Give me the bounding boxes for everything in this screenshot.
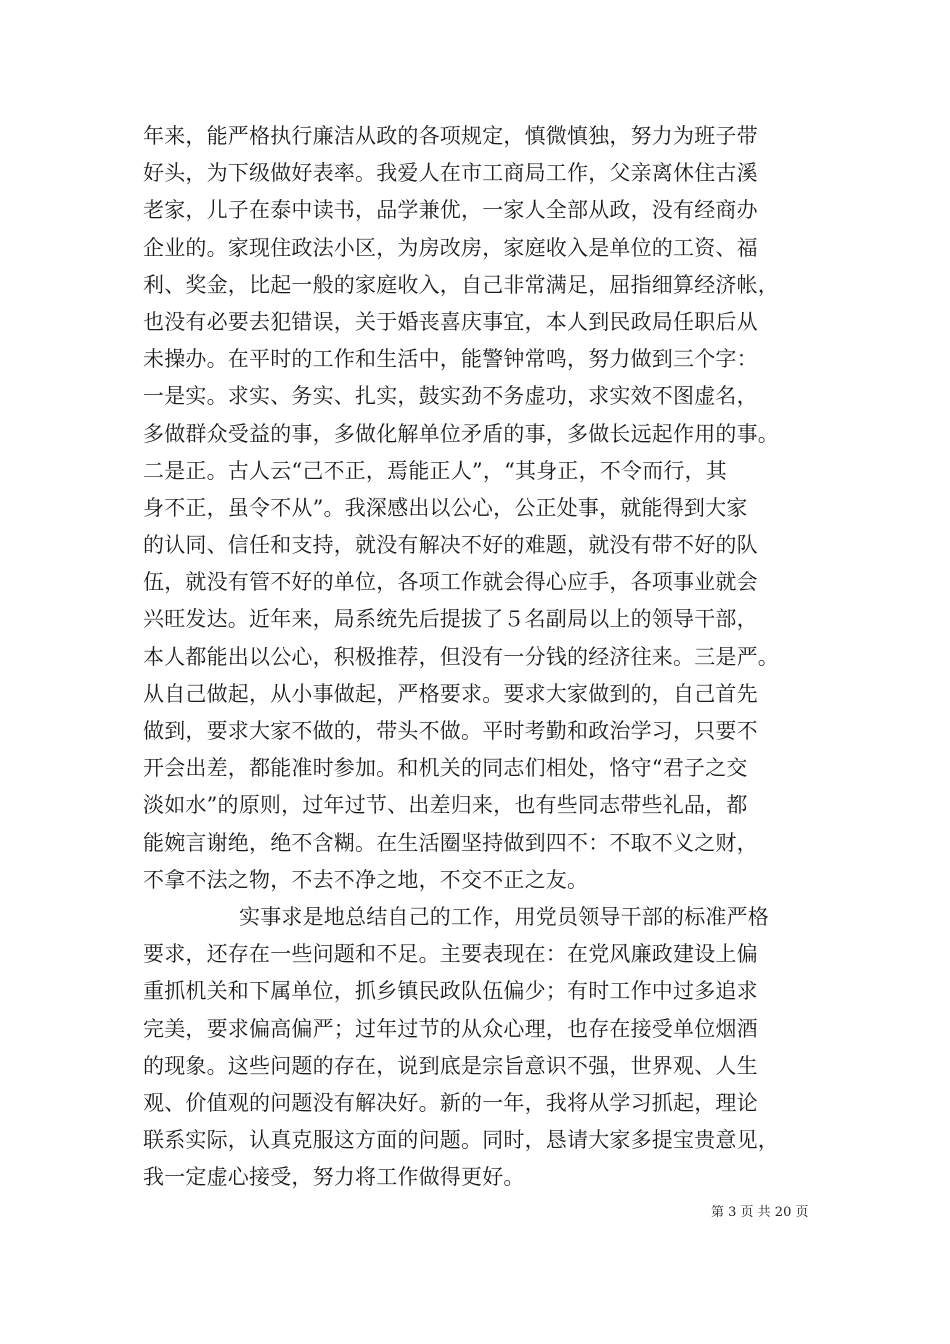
page-number-footer: 第 3 页 共 20 页 <box>711 1205 809 1220</box>
paragraph-start-line: 实事求是地总结自己的工作，用党员领导干部的标准严格 <box>239 904 769 929</box>
text-line: 要求，还存在一些问题和不足。主要表现在：在党风廉政建设上偏 <box>143 942 758 967</box>
text-line: 不拿不法之物，不去不净之地，不交不正之友。 <box>143 867 589 892</box>
text-line: 能婉言谢绝，绝不含糊。在生活圈坚持做到四不：不取不义之财， <box>143 830 758 855</box>
text-line: 老家，儿子在泰中读书，品学兼优，一家人全部从政，没有经商办 <box>143 198 758 223</box>
text-line: 也没有必要去犯错误，关于婚丧喜庆事宜，本人到民政局任职后从 <box>143 309 758 334</box>
text-line: 开会出差，都能准时参加。和机关的同志们相处，恪守“君子之交 <box>143 756 748 781</box>
body-text <box>143 118 823 1196</box>
text-line: 身不正，虽令不从”。我深感出以公心，公正处事，就能得到大家 <box>143 495 748 520</box>
text-line: 完美，要求偏高偏严；过年过节的从众心理，也存在接受单位烟酒 <box>143 1016 758 1041</box>
text-line: 从自己做起，从小事做起，严格要求。要求大家做到的，自己首先 <box>143 681 758 706</box>
text-line: 观、价值观的问题没有解决好。新的一年，我将从学习抓起，理论 <box>143 1090 758 1115</box>
text-line: 一是实。求实、务实、扎实，鼓实劲不务虚功，求实效不图虚名， <box>143 384 758 409</box>
text-line: 好头，为下级做好表率。我爱人在市工商局工作，父亲离休住古溪 <box>143 161 758 186</box>
text-line: 利、奖金，比起一般的家庭收入，自己非常满足，屈指细算经济帐， <box>143 272 779 297</box>
text-line: 我一定虚心接受，努力将工作做得更好。 <box>143 1165 525 1190</box>
text-line: 年来，能严格执行廉洁从政的各项规定，慎微慎独，努力为班子带 <box>143 124 758 148</box>
text-line: 本人都能出以公心，积极推荐，但没有一分钱的经济往来。三是严。 <box>143 644 779 669</box>
text-line: 兴旺发达。近年来，局系统先后提拔了５名副局以上的领导干部， <box>143 607 758 632</box>
text-line: 未操办。在平时的工作和生活中，能警钟常鸣，努力做到三个字： <box>143 347 758 372</box>
text-line: 多做群众受益的事，多做化解单位矛盾的事，多做长远起作用的事。 <box>143 421 779 446</box>
text-line: 的现象。这些问题的存在，说到底是宗旨意识不强，世界观、人生 <box>143 1053 758 1078</box>
text-line: 的认同、信任和支持，就没有解决不好的难题，就没有带不好的队 <box>143 533 758 558</box>
text-line: 重抓机关和下属单位，抓乡镇民政队伍偏少；有时工作中过多追求 <box>143 979 758 1004</box>
text-line: 二是正。古人云“己不正，焉能正人”，“其身正，不令而行，其 <box>143 458 728 483</box>
text-line: 做到，要求大家不做的，带头不做。平时考勤和政治学习，只要不 <box>143 719 758 743</box>
text-line: 淡如水”的原则，过年过节、出差归来，也有些同志带些礼品，都 <box>143 793 748 818</box>
text-line: 企业的。家现住政法小区，为房改房，家庭收入是单位的工资、福 <box>143 235 758 260</box>
text-line: 联系实际，认真克服这方面的问题。同时，恳请大家多提宝贵意见， <box>143 1128 779 1153</box>
text-line: 伍，就没有管不好的单位，各项工作就会得心应手，各项事业就会 <box>143 570 758 595</box>
